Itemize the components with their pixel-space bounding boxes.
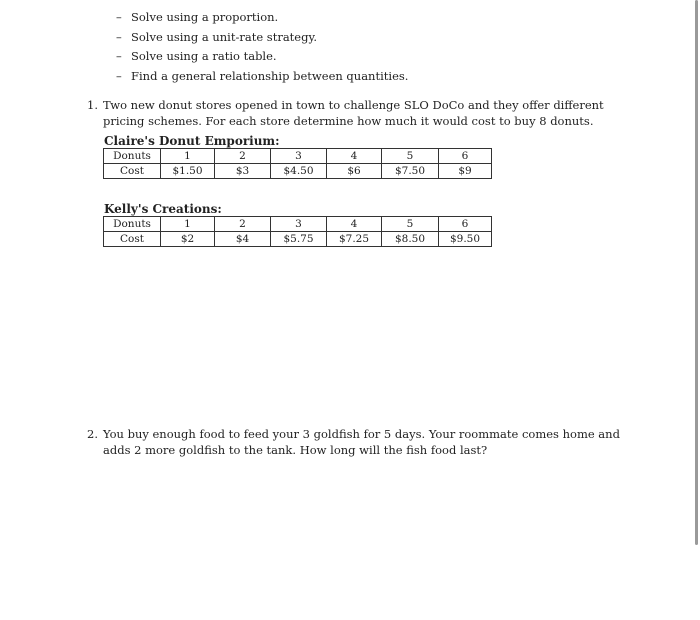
table-cell: $4.50 [271,164,327,179]
table-row [104,232,492,247]
table-row [104,164,492,179]
table-cell: 3 [271,149,327,164]
strategy-item [116,48,408,68]
table-cell: 3 [271,217,327,232]
dash-marker: – [116,68,122,83]
table-cell: $6 [327,164,382,179]
table-cell: $9 [439,164,492,179]
problem-2-number: 2. [87,427,98,441]
table-cell: $2 [161,232,215,247]
row-header: Cost [104,164,161,179]
table-cell: $8.50 [382,232,439,247]
table-cell: 6 [439,217,492,232]
kelly-store-title: Kelly's Creations: [104,202,222,216]
claire-store-title: Claire's Donut Emporium: [104,134,280,148]
problem-1 [87,97,647,129]
table-cell: 1 [161,149,215,164]
problem-1-number: 1. [87,98,98,112]
table-cell: 2 [215,217,271,232]
strategy-text: Solve using a proportion. [131,10,279,24]
problem-2 [87,426,647,458]
problem-2-text: You buy enough food to feed your 3 goldfish for 5 days. Your roommate comes home and adds 2 more goldfish to the tank. How long will the fish food last? [103,427,620,457]
dash-marker: – [116,10,122,24]
row-header: Cost [104,232,161,247]
table-cell: $3 [215,164,271,179]
strategy-item [116,9,408,29]
table-cell: 4 [327,149,382,164]
table-row [104,149,492,164]
row-header: Donuts [104,149,161,164]
problem-1-text: Two new donut stores opened in town to challenge SLO DoCo and they offer different pricing schemes. For each store determine how much it would cost to buy 8 donuts. [103,98,604,128]
row-header: Donuts [104,217,161,232]
table-cell: $4 [215,232,271,247]
kelly-price-table [103,216,492,247]
scrollbar[interactable] [695,0,698,545]
strategy-item [116,68,408,88]
claire-price-table [103,148,492,179]
strategy-text: Solve using a unit-rate strategy. [131,29,318,44]
table-cell: $1.50 [161,164,215,179]
table-cell: 4 [327,217,382,232]
dash-marker: – [116,29,122,44]
table-cell: 5 [382,149,439,164]
table-cell: 6 [439,149,492,164]
strategy-list [116,9,408,87]
strategy-item [116,29,408,49]
table-cell: $9.50 [439,232,492,247]
table-cell: 2 [215,149,271,164]
table-cell: 5 [382,217,439,232]
table-cell: $7.50 [382,164,439,179]
strategy-text: Solve using a ratio table. [131,49,277,63]
dash-marker: – [116,49,122,63]
table-cell: 1 [161,217,215,232]
table-row [104,217,492,232]
strategy-text: Find a general relationship between quantities. [131,68,409,83]
table-cell: $7.25 [327,232,382,247]
table-cell: $5.75 [271,232,327,247]
